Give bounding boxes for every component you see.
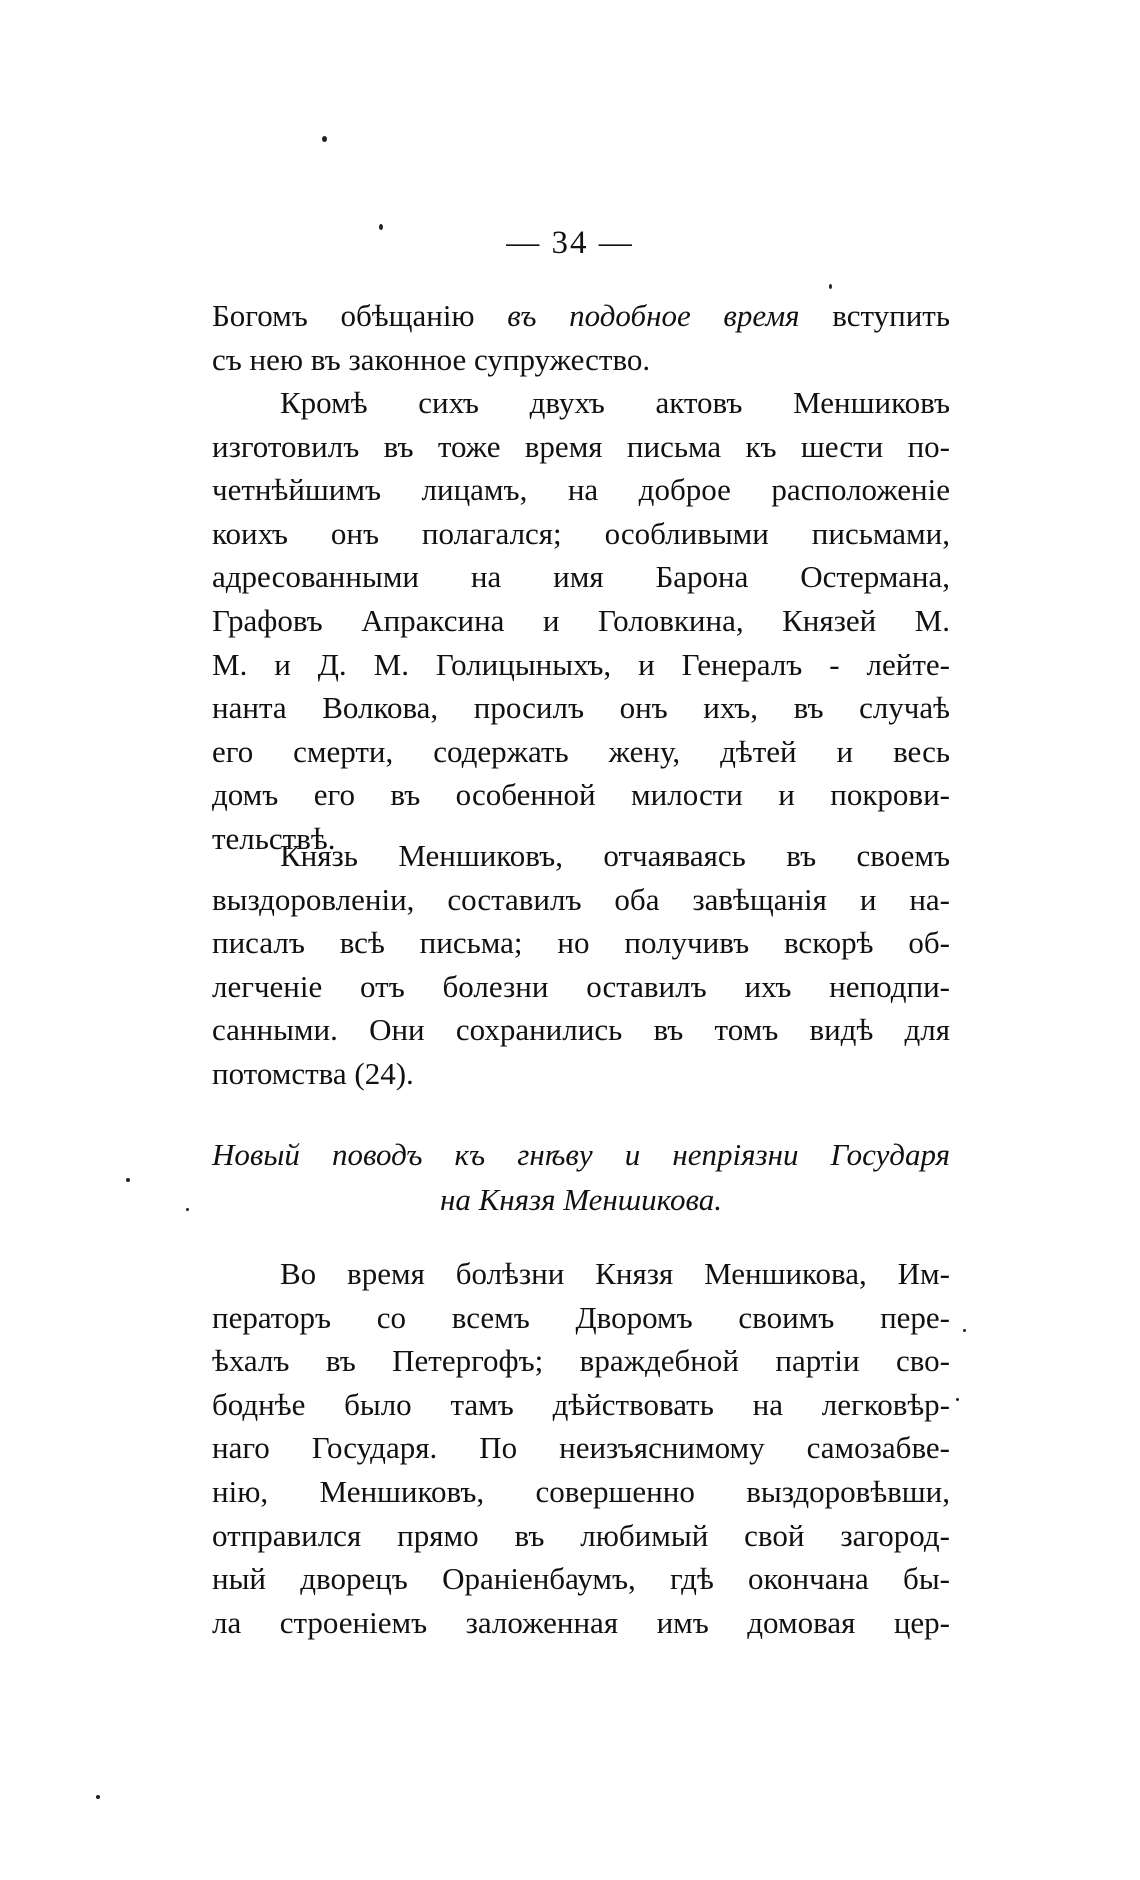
- text-line: [212, 294, 950, 338]
- text-line: ный дворецъ Ораніенбаумъ, гдѣ окончана бы-: [212, 1561, 950, 1597]
- paragraph-acts-letters: [212, 381, 950, 861]
- text-line: наго Государя. По неизъяснимому самозабве-: [212, 1430, 950, 1466]
- text-line: его смерти, содержать жену, дѣтей и весь: [212, 733, 950, 769]
- text-line: коихъ онъ полагался; особливыми письмами,: [212, 515, 950, 551]
- paragraph-peterhof: [212, 1252, 950, 1644]
- text-line: Во время болѣзни Князя Меншикова, Им-: [280, 1256, 950, 1291]
- text-span: вступить: [799, 298, 950, 333]
- text-line: адресованными на имя Барона Остермана,: [212, 559, 950, 595]
- text-line: писалъ всѣ письма; но получивъ вскорѣ об-: [212, 925, 950, 961]
- page-number: — 34 —: [506, 225, 634, 261]
- italic-phrase: въ подобное время: [507, 298, 800, 333]
- text-line: тельствѣ.: [212, 820, 336, 856]
- text-line: ѣхалъ въ Петергофъ; враждебной партіи сво-: [212, 1343, 950, 1379]
- text-line: нію, Меншиковъ, совершенно выздоровѣвши,: [212, 1473, 950, 1509]
- text-line: Князь Меншиковъ, отчаяваясь въ своемъ: [280, 838, 950, 873]
- text-line: боднѣе было тамъ дѣйствовать на легковѣр-: [212, 1386, 950, 1422]
- paragraph-recovery: [212, 834, 950, 1096]
- paragraph-continuation: [212, 294, 950, 381]
- text-line: отправился прямо въ любимый свой загород-: [212, 1517, 950, 1553]
- text-line: ператоръ со всемъ Дворомъ своимъ пере-: [212, 1299, 950, 1335]
- text-line: съ нею въ законное супружество.: [212, 341, 651, 377]
- text-line: легченіе отъ болезни оставилъ ихъ неподпи-: [212, 968, 950, 1004]
- heading-line: Новый поводъ къ гнѣву и непріязни Государя: [212, 1137, 950, 1172]
- scan-speck: [956, 1398, 959, 1401]
- text-span: Богомъ обѣщанію: [212, 298, 508, 333]
- scan-speck: [126, 1178, 130, 1182]
- text-line: санными. Они сохранились въ томъ видѣ для: [212, 1012, 950, 1048]
- section-heading: [212, 1132, 950, 1222]
- scan-speck: [186, 1208, 189, 1211]
- text-line: домъ его въ особенной милости и покрови-: [212, 777, 950, 813]
- text-line: ла строеніемъ заложенная имъ домовая цер-: [212, 1604, 950, 1640]
- text-line: Кромѣ сихъ двухъ актовъ Меншиковъ: [280, 385, 950, 420]
- scan-speck: [829, 284, 832, 289]
- text-line: четнѣйшимъ лицамъ, на доброе расположеніе: [212, 472, 950, 508]
- scan-speck: [379, 224, 383, 230]
- text-line: изготовилъ въ тоже время письма къ шести по-: [212, 428, 950, 464]
- scan-speck: [96, 1795, 100, 1799]
- text-line: нанта Волкова, просилъ онъ ихъ, въ случаѣ: [212, 690, 950, 726]
- text-line: Графовъ Апраксина и Головкина, Князей М.: [212, 602, 950, 638]
- text-line: потомства (24).: [212, 1055, 414, 1091]
- heading-line: на Князя Меншикова.: [440, 1182, 722, 1217]
- text-line: М. и Д. М. Голицыныхъ, и Генералъ - лейте-: [212, 646, 950, 682]
- scan-speck: [963, 1329, 966, 1332]
- scan-speck: [322, 136, 327, 142]
- text-line: выздоровленіи, составилъ оба завѣщанія и на-: [212, 881, 950, 917]
